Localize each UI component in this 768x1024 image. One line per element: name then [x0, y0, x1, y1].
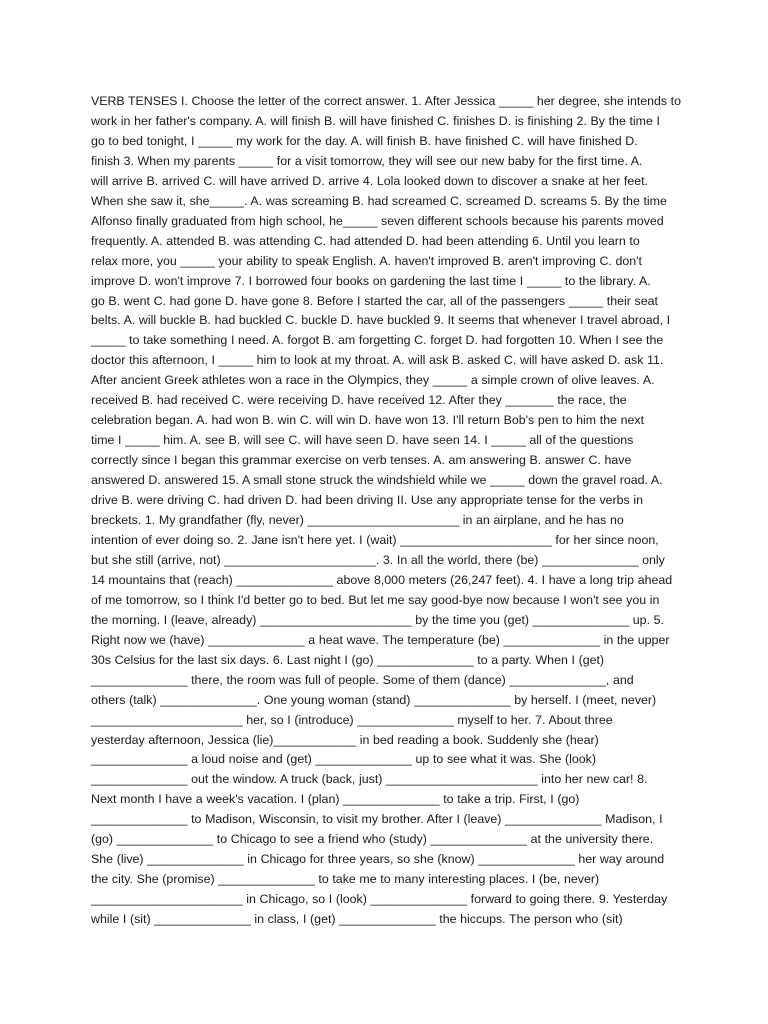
document-line: relax more, you _____ your ability to speak English. A. haven't improved B. aren't improving C. don't — [91, 253, 642, 268]
document-line: frequently. A. attended B. was attending C. had attended D. had been attending 6. Until you learn to — [91, 233, 640, 248]
document-line: improve D. won't improve 7. I borrowed four books on gardening the last time I _____ to the library. A. — [91, 273, 651, 288]
document-line: received B. had received C. were receiving D. have received 12. After they _______ the race, the — [91, 393, 627, 408]
document-line: 30s Celsius for the last six days. 6. Last night I (go) ______________ to a party. When I (get) — [91, 652, 605, 667]
document-line: will arrive B. arrived C. will have arrived D. arrive 4. Lola looked down to discover a snake at her feet. — [91, 173, 649, 188]
document-line: while I (sit) ______________ in class, I (get) ______________ the hiccups. The person who (sit) — [91, 912, 623, 927]
document-line: go to bed tonight, I _____ my work for the day. A. will finish B. have finished C. will have finished D. — [91, 133, 638, 148]
document-line: go B. went C. had gone D. have gone 8. Before I started the car, all of the passengers _____ their seat — [91, 293, 658, 308]
document-line: drive B. were driving C. had driven D. had been driving II. Use any appropriate tense for the verbs in — [91, 493, 644, 508]
document-line: but she still (arrive, not) ______________________. 3. In all the world, there (be) ______________ only — [91, 552, 665, 567]
document-line: ______________ out the window. A truck (back, just) ______________________ into her new car! 8. — [91, 772, 648, 787]
document-line: VERB TENSES I. Choose the letter of the correct answer. 1. After Jessica _____ her degree, she intends to — [91, 94, 681, 108]
document-line: intention of ever doing so. 2. Jane isn't here yet. I (wait) ______________________ for her since noon, — [91, 532, 659, 547]
document-line: ______________ to Madison, Wisconsin, to visit my brother. After I (leave) ______________ Madison, I — [91, 812, 663, 827]
document-line: breckets. 1. My grandfather (fly, never) ______________________ in an airplane, and he has no — [91, 513, 624, 528]
document-line: ______________ a loud noise and (get) ______________ up to see what it was. She (look) — [91, 752, 597, 767]
document-line: yesterday afternoon, Jessica (lie)____________ in bed reading a book. Suddenly she (hear) — [91, 732, 599, 747]
document-line: the city. She (promise) ______________ to take me to many interesting places. I (be, never) — [91, 872, 600, 887]
document-line: belts. A. will buckle B. had buckled C. buckle D. have buckled 9. It seems that whenever I travel abroad, I — [91, 313, 671, 328]
document-line: After ancient Greek athletes won a race in the Olympics, they _____ a simple crown of olive leaves. A. — [91, 373, 655, 388]
document-line: doctor this afternoon, I _____ him to look at my throat. A. will ask B. asked C. will have asked D. ask 11. — [91, 353, 664, 368]
document-line: ______________ there, the room was full of people. Some of them (dance) ______________, and — [91, 672, 634, 687]
document-line: work in her father's company. A. will finish B. will have finished C. finishes D. is finishing 2. By the time I — [91, 113, 660, 128]
document-line: correctly since I began this grammar exercise on verb tenses. A. am answering B. answer C. have — [91, 453, 632, 468]
document-line: answered D. answered 15. A small stone struck the windshield while we _____ down the gravel road. A. — [91, 473, 663, 488]
document-line: time I _____ him. A. see B. will see C. will have seen D. have seen 14. I _____ all of the questions — [91, 433, 634, 448]
document-line: of me tomorrow, so I think I'd better go to bed. But let me say good-bye now because I won't see you in — [91, 592, 660, 607]
document-line: the morning. I (leave, already) ______________________ by the time you (get) ______________ up. 5. — [91, 612, 664, 627]
document-line: ______________________ her, so I (introduce) ______________ myself to her. 7. About three — [91, 712, 613, 727]
document-line: Right now we (have) ______________ a heat wave. The temperature (be) ______________ in the upper — [91, 632, 670, 647]
document-line: others (talk) ______________. One young woman (stand) ______________ by herself. I (meet, never) — [91, 692, 657, 707]
document-body-text — [91, 92, 681, 930]
document-line: Alfonso finally graduated from high school, he_____ seven different schools because his parents moved — [91, 213, 664, 228]
document-line: celebration began. A. had won B. win C. will win D. have won 13. I'll return Bob's pen to him the next — [91, 413, 645, 428]
document-line: 14 mountains that (reach) ______________ above 8,000 meters (26,247 feet). 4. I have a long trip ahead — [91, 572, 673, 587]
document-line: She (live) ______________ in Chicago for three years, so she (know) ______________ her way around — [91, 852, 665, 867]
document-line: When she saw it, she_____. A. was screaming B. had screamed C. screamed D. screams 5. By the time — [91, 193, 667, 208]
document-line: _____ to take something I need. A. forgot B. am forgetting C. forget D. had forgotten 10. When I see the — [91, 333, 664, 348]
document-line: Next month I have a week's vacation. I (plan) ______________ to take a trip. First, I (go) — [91, 792, 580, 807]
document-line: (go) ______________ to Chicago to see a friend who (study) ______________ at the university there. — [91, 832, 654, 847]
document-line: finish 3. When my parents _____ for a visit tomorrow, they will see our new baby for the first time. A. — [91, 153, 643, 168]
document-line: ______________________ in Chicago, so I (look) ______________ forward to going there. 9. Yesterday — [91, 892, 668, 907]
